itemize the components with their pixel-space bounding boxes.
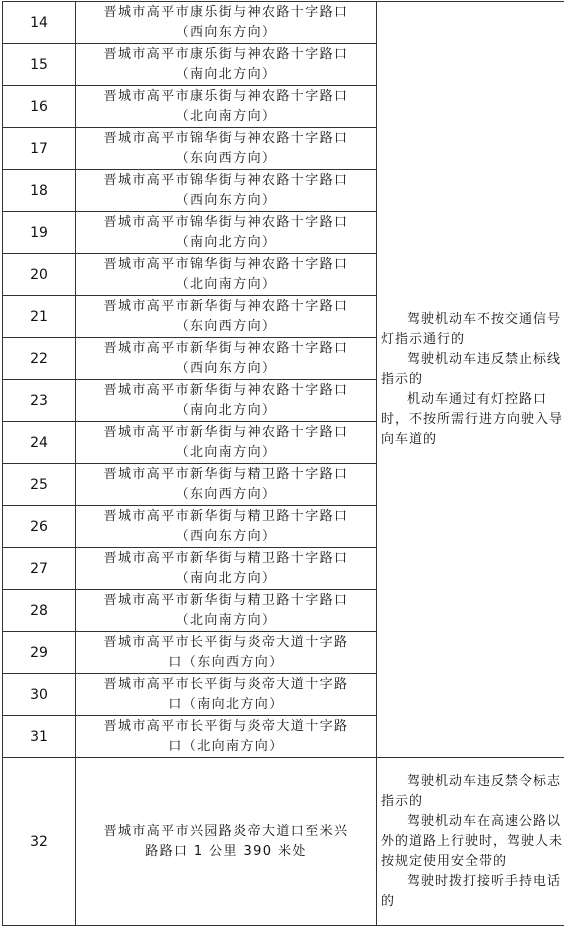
location-line: 晋城市高平市长平街与炎帝大道十字路	[103, 634, 349, 650]
row-number: 23	[3, 380, 76, 422]
location-line: 晋城市高平市新华街与精卫路十字路口	[103, 466, 349, 482]
location-cell	[76, 128, 377, 170]
location-line: 晋城市高平市锦华街与神农路十字路口	[103, 214, 349, 230]
location-direction: （北向南方向）	[175, 444, 277, 460]
location-cell	[76, 86, 377, 128]
location-direction: （西向东方向）	[175, 528, 277, 544]
location-cell	[76, 170, 377, 212]
row-number: 27	[3, 548, 76, 590]
location-cell	[76, 716, 377, 758]
location-line: 晋城市高平市新华街与神农路十字路口	[103, 340, 349, 356]
location-line: 晋城市高平市新华街与神农路十字路口	[103, 298, 349, 314]
violation-location-table	[2, 1, 564, 926]
location-direction: 口（北向南方向）	[168, 738, 284, 754]
violation-item: 驾驶机动车违反禁令标志指示的	[381, 773, 562, 809]
location-cell	[76, 548, 377, 590]
location-line: 晋城市高平市长平街与炎帝大道十字路	[103, 676, 349, 692]
location-cell	[76, 254, 377, 296]
location-line: 晋城市高平市新华街与精卫路十字路口	[103, 508, 349, 524]
location-direction: 口（东向西方向）	[168, 654, 284, 670]
location-line: 晋城市高平市长平街与炎帝大道十字路	[103, 718, 349, 734]
row-number: 24	[3, 422, 76, 464]
location-cell	[76, 212, 377, 254]
location-cell	[76, 422, 377, 464]
location-direction: （西向东方向）	[175, 192, 277, 208]
row-number: 26	[3, 506, 76, 548]
location-direction: （东向西方向）	[175, 150, 277, 166]
location-direction: （东向西方向）	[175, 318, 277, 334]
location-cell	[76, 506, 377, 548]
location-cell	[76, 296, 377, 338]
location-direction: （南向北方向）	[175, 234, 277, 250]
table-row	[3, 758, 564, 926]
location-direction: （东向西方向）	[175, 486, 277, 502]
location-line: 晋城市高平市新华街与神农路十字路口	[103, 424, 349, 440]
row-number: 17	[3, 128, 76, 170]
location-cell	[76, 338, 377, 380]
location-line: 晋城市高平市锦华街与神农路十字路口	[103, 256, 349, 272]
row-number: 32	[3, 758, 76, 926]
location-line: 晋城市高平市锦华街与神农路十字路口	[103, 130, 349, 146]
violation-item: 驾驶机动车在高速公路以外的道路上行驶时，驾驶人未按规定使用安全带的	[381, 813, 564, 869]
row-number: 29	[3, 632, 76, 674]
location-line: 晋城市高平市新华街与神农路十字路口	[103, 382, 349, 398]
row-number: 25	[3, 464, 76, 506]
location-cell	[76, 758, 377, 926]
location-line: 晋城市高平市兴园路炎帝大道口至米兴	[103, 823, 349, 839]
row-number: 19	[3, 212, 76, 254]
violation-item: 驾驶时拨打接听手持电话的	[381, 873, 562, 909]
location-direction: 口（南向北方向）	[168, 696, 284, 712]
row-number: 18	[3, 170, 76, 212]
violation-item: 机动车通过有灯控路口时，不按所需行进方向驶入导向车道的	[381, 391, 564, 447]
location-cell	[76, 2, 377, 44]
row-number: 20	[3, 254, 76, 296]
row-number: 30	[3, 674, 76, 716]
location-line: 晋城市高平市锦华街与神农路十字路口	[103, 172, 349, 188]
location-line: 晋城市高平市新华街与精卫路十字路口	[103, 550, 349, 566]
row-number: 21	[3, 296, 76, 338]
location-cell	[76, 590, 377, 632]
location-direction: （南向北方向）	[175, 66, 277, 82]
table-body	[3, 2, 564, 926]
location-line: 晋城市高平市康乐街与神农路十字路口	[103, 88, 349, 104]
location-line: 晋城市高平市康乐街与神农路十字路口	[103, 4, 349, 20]
location-cell	[76, 674, 377, 716]
table-row	[3, 2, 564, 44]
location-direction: （北向南方向）	[175, 108, 277, 124]
row-number: 31	[3, 716, 76, 758]
location-direction: （西向东方向）	[175, 360, 277, 376]
location-cell	[76, 380, 377, 422]
row-number: 15	[3, 44, 76, 86]
location-direction: （北向南方向）	[175, 276, 277, 292]
location-direction: （北向南方向）	[175, 612, 277, 628]
violation-description-cell	[377, 2, 564, 758]
location-cell	[76, 44, 377, 86]
violation-item: 驾驶机动车违反禁止标线指示的	[381, 351, 562, 387]
location-line: 晋城市高平市康乐街与神农路十字路口	[103, 46, 349, 62]
location-direction: （南向北方向）	[175, 570, 277, 586]
row-number: 16	[3, 86, 76, 128]
location-line: 晋城市高平市新华街与精卫路十字路口	[103, 592, 349, 608]
location-cell	[76, 464, 377, 506]
location-direction: （西向东方向）	[175, 24, 277, 40]
row-number: 28	[3, 590, 76, 632]
violation-item: 驾驶机动车不按交通信号灯指示通行的	[381, 311, 562, 347]
violation-description-cell	[377, 758, 564, 926]
location-cell	[76, 632, 377, 674]
row-number: 14	[3, 2, 76, 44]
location-line: 路路口 1 公里 390 米处	[145, 843, 307, 859]
row-number: 22	[3, 338, 76, 380]
location-direction: （南向北方向）	[175, 402, 277, 418]
